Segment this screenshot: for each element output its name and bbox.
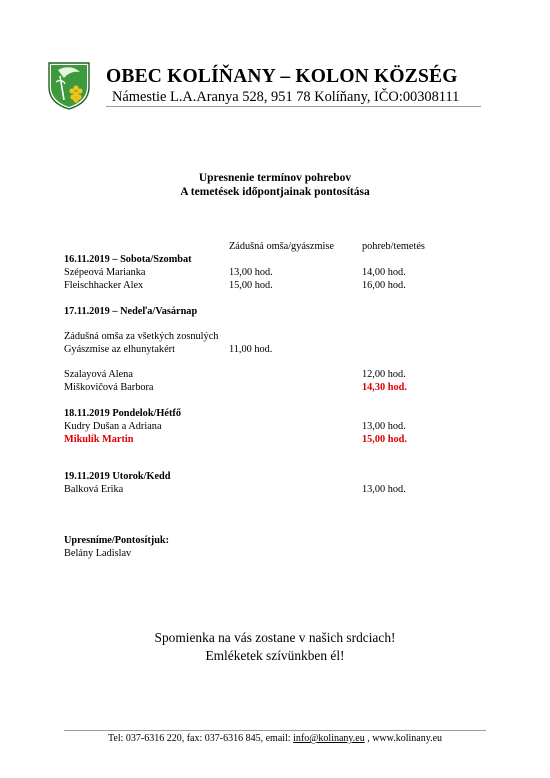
entry-mass-time: 15,00 hod. bbox=[229, 280, 273, 291]
entry-funeral-time: 13,00 hod. bbox=[362, 421, 406, 432]
municipality-name: OBEC KOLÍŇANY – KOLON KÖZSÉG bbox=[106, 66, 458, 87]
entry-name: Szépeová Marianka bbox=[64, 267, 146, 278]
clarify-name: Belány Ladislav bbox=[64, 548, 132, 559]
day-date: 17.11.2019 – Nedeľa/Vasárnap bbox=[64, 306, 198, 317]
header-divider bbox=[106, 106, 481, 107]
column-header-funeral: pohreb/temetés bbox=[362, 241, 425, 252]
footer-website: , www.kolinany.eu bbox=[364, 733, 443, 744]
municipality-address: Námestie L.A.Aranya 528, 951 78 Kolíňany, IČO:00308111 bbox=[112, 89, 460, 105]
day-note: Zádušná omša za všetkých zosnulých bbox=[64, 331, 219, 342]
entry-name: Miškovičová Barbora bbox=[64, 382, 154, 393]
footer-contact bbox=[0, 733, 550, 744]
entry-name: Mikulík Martin bbox=[64, 434, 134, 445]
closing-line-sk: Spomienka na vás zostane v našich srdciach! bbox=[154, 630, 396, 645]
footer-email-link[interactable]: info@kolinany.eu bbox=[293, 733, 365, 744]
entry-funeral-time: 15,00 hod. bbox=[362, 434, 407, 445]
document-title-sk: Upresnenie termínov pohrebov bbox=[198, 172, 352, 184]
day-date: 19.11.2019 Utorok/Kedd bbox=[64, 471, 171, 482]
day-date: 18.11.2019 Pondelok/Hétfő bbox=[64, 408, 181, 419]
closing-line-hu: Emléketek szívünkben él! bbox=[205, 648, 345, 663]
entry-name: Balková Erika bbox=[64, 484, 124, 495]
entry-funeral-time: 14,00 hod. bbox=[362, 267, 406, 278]
day-note-hu: Gyászmise az elhunytakért bbox=[64, 344, 175, 355]
entry-name: Szalayová Alena bbox=[64, 369, 133, 380]
document-title-hu: A temetések időpontjainak pontosítása bbox=[180, 186, 370, 198]
entry-mass-time: 13,00 hod. bbox=[229, 267, 273, 278]
entry-name: Kudry Dušan a Adriana bbox=[64, 421, 162, 432]
municipality-crest-icon bbox=[46, 60, 92, 110]
day-note-time: 11,00 hod. bbox=[229, 344, 273, 355]
entry-funeral-time: 13,00 hod. bbox=[362, 484, 406, 495]
entry-funeral-time: 16,00 hod. bbox=[362, 280, 406, 291]
clarify-heading: Upresníme/Pontosítjuk: bbox=[64, 535, 170, 546]
entry-name: Fleischhacker Alex bbox=[64, 280, 144, 291]
entry-funeral-time: 12,00 hod. bbox=[362, 369, 406, 380]
column-header-mass: Zádušná omša/gyászmise bbox=[229, 241, 334, 252]
entry-funeral-time: 14,30 hod. bbox=[362, 382, 407, 393]
footer-phone-fax: Tel: 037-6316 220, fax: 037-6316 845, email: bbox=[107, 733, 294, 744]
footer-divider bbox=[64, 730, 486, 731]
day-date: 16.11.2019 – Sobota/Szombat bbox=[64, 254, 192, 265]
